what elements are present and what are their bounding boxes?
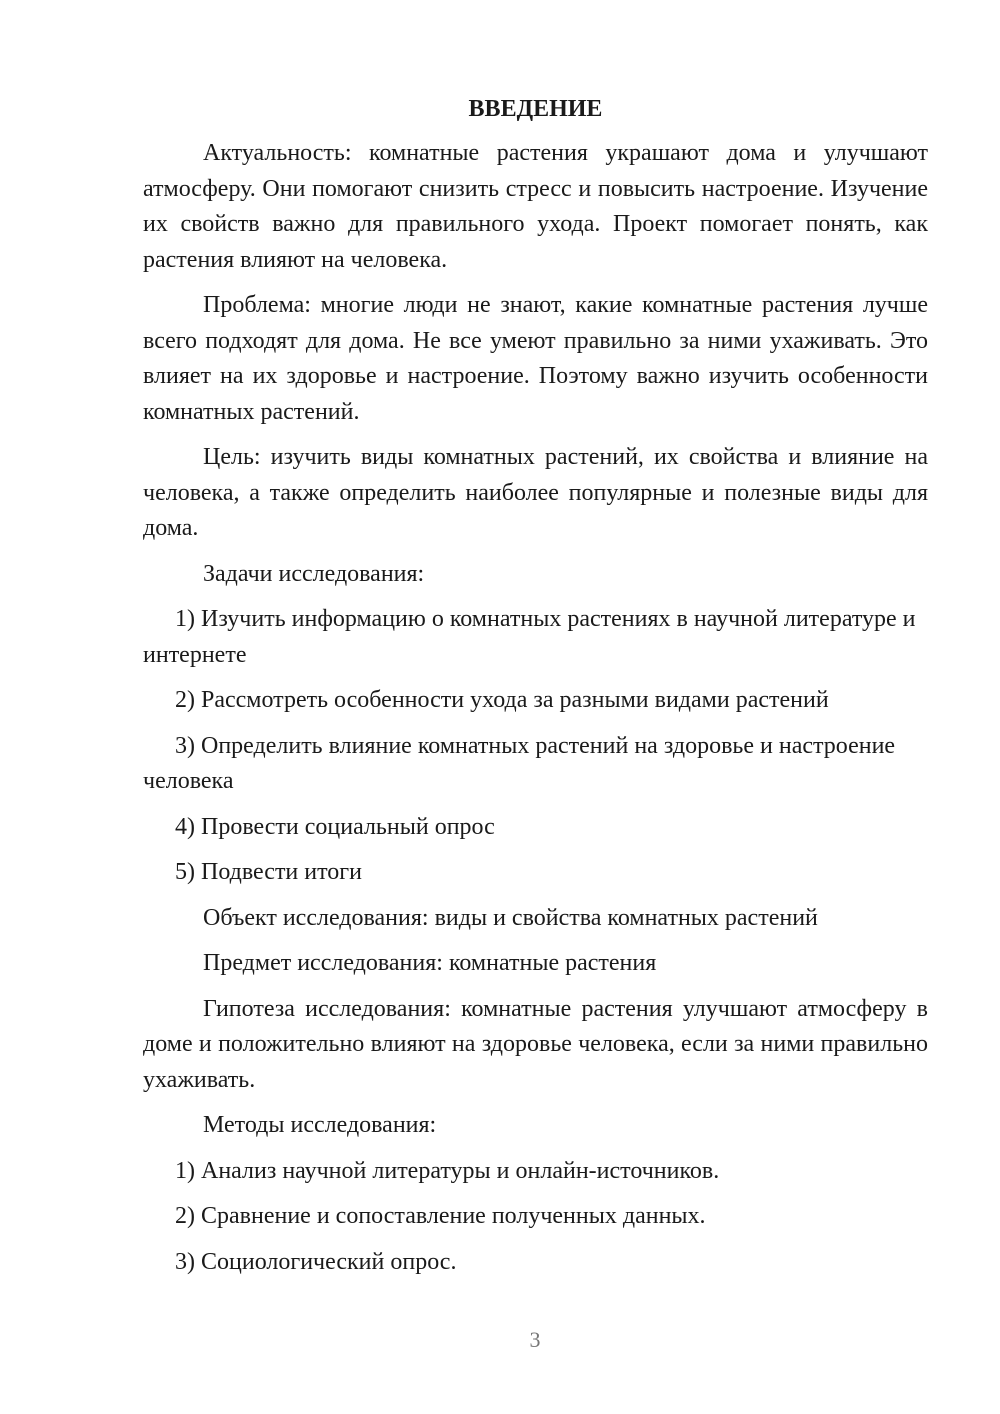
task-item: 2) Рассмотреть особенности ухода за разными видами растений [175,687,829,713]
task-item: 4) Провести социальный опрос [175,813,495,840]
relevance-paragraph: Актуальность: комнатные растения украшают дома и улучшают атмосферу. Они помогают снизить стресс и повысить настроение. Изучение их свойств важно для правильного ухода. Проект помогает понять, как растения влияют на человека. [143,140,928,273]
document-body [143,92,928,1290]
tasks-heading: Задачи исследования: [203,560,425,587]
section-title: ВВЕДЕНИЕ [468,96,603,122]
subject-paragraph: Предмет исследования: комнатные растения [203,950,657,976]
method-item: 1) Анализ научной литературы и онлайн-источников. [175,1157,720,1184]
problem-paragraph: Проблема: многие люди не знают, какие комнатные растения лучше всего подходят для дома. Не все умеют правильно за ними ухаживать. Это влияет на их здоровье и настроение. Поэтому важно изучить особенности комнатных растений. [143,292,928,425]
page-number: 3 [529,1327,541,1352]
hypothesis-paragraph: Гипотеза исследования: комнатные растения улучшают атмосферу в доме и положительно влияют на здоровье человека, если за ними правильно ухаживать. [143,995,928,1093]
method-item: 3) Социологический опрос. [175,1248,457,1275]
goal-paragraph: Цель: изучить виды комнатных растений, их свойства и влияние на человека, а также определить наиболее популярные и полезные виды для дома. [143,444,928,541]
task-item: 5) Подвести итоги [175,859,362,885]
methods-heading: Методы исследования: [203,1112,437,1138]
task-item: 1) Изучить информацию о комнатных растениях в научной литературе и интернете [143,606,916,668]
task-item: 3) Определить влияние комнатных растений на здоровье и настроение человека [143,732,896,794]
object-paragraph: Объект исследования: виды и свойства комнатных растений [203,904,818,931]
method-item: 2) Сравнение и сопоставление полученных данных. [175,1203,706,1229]
